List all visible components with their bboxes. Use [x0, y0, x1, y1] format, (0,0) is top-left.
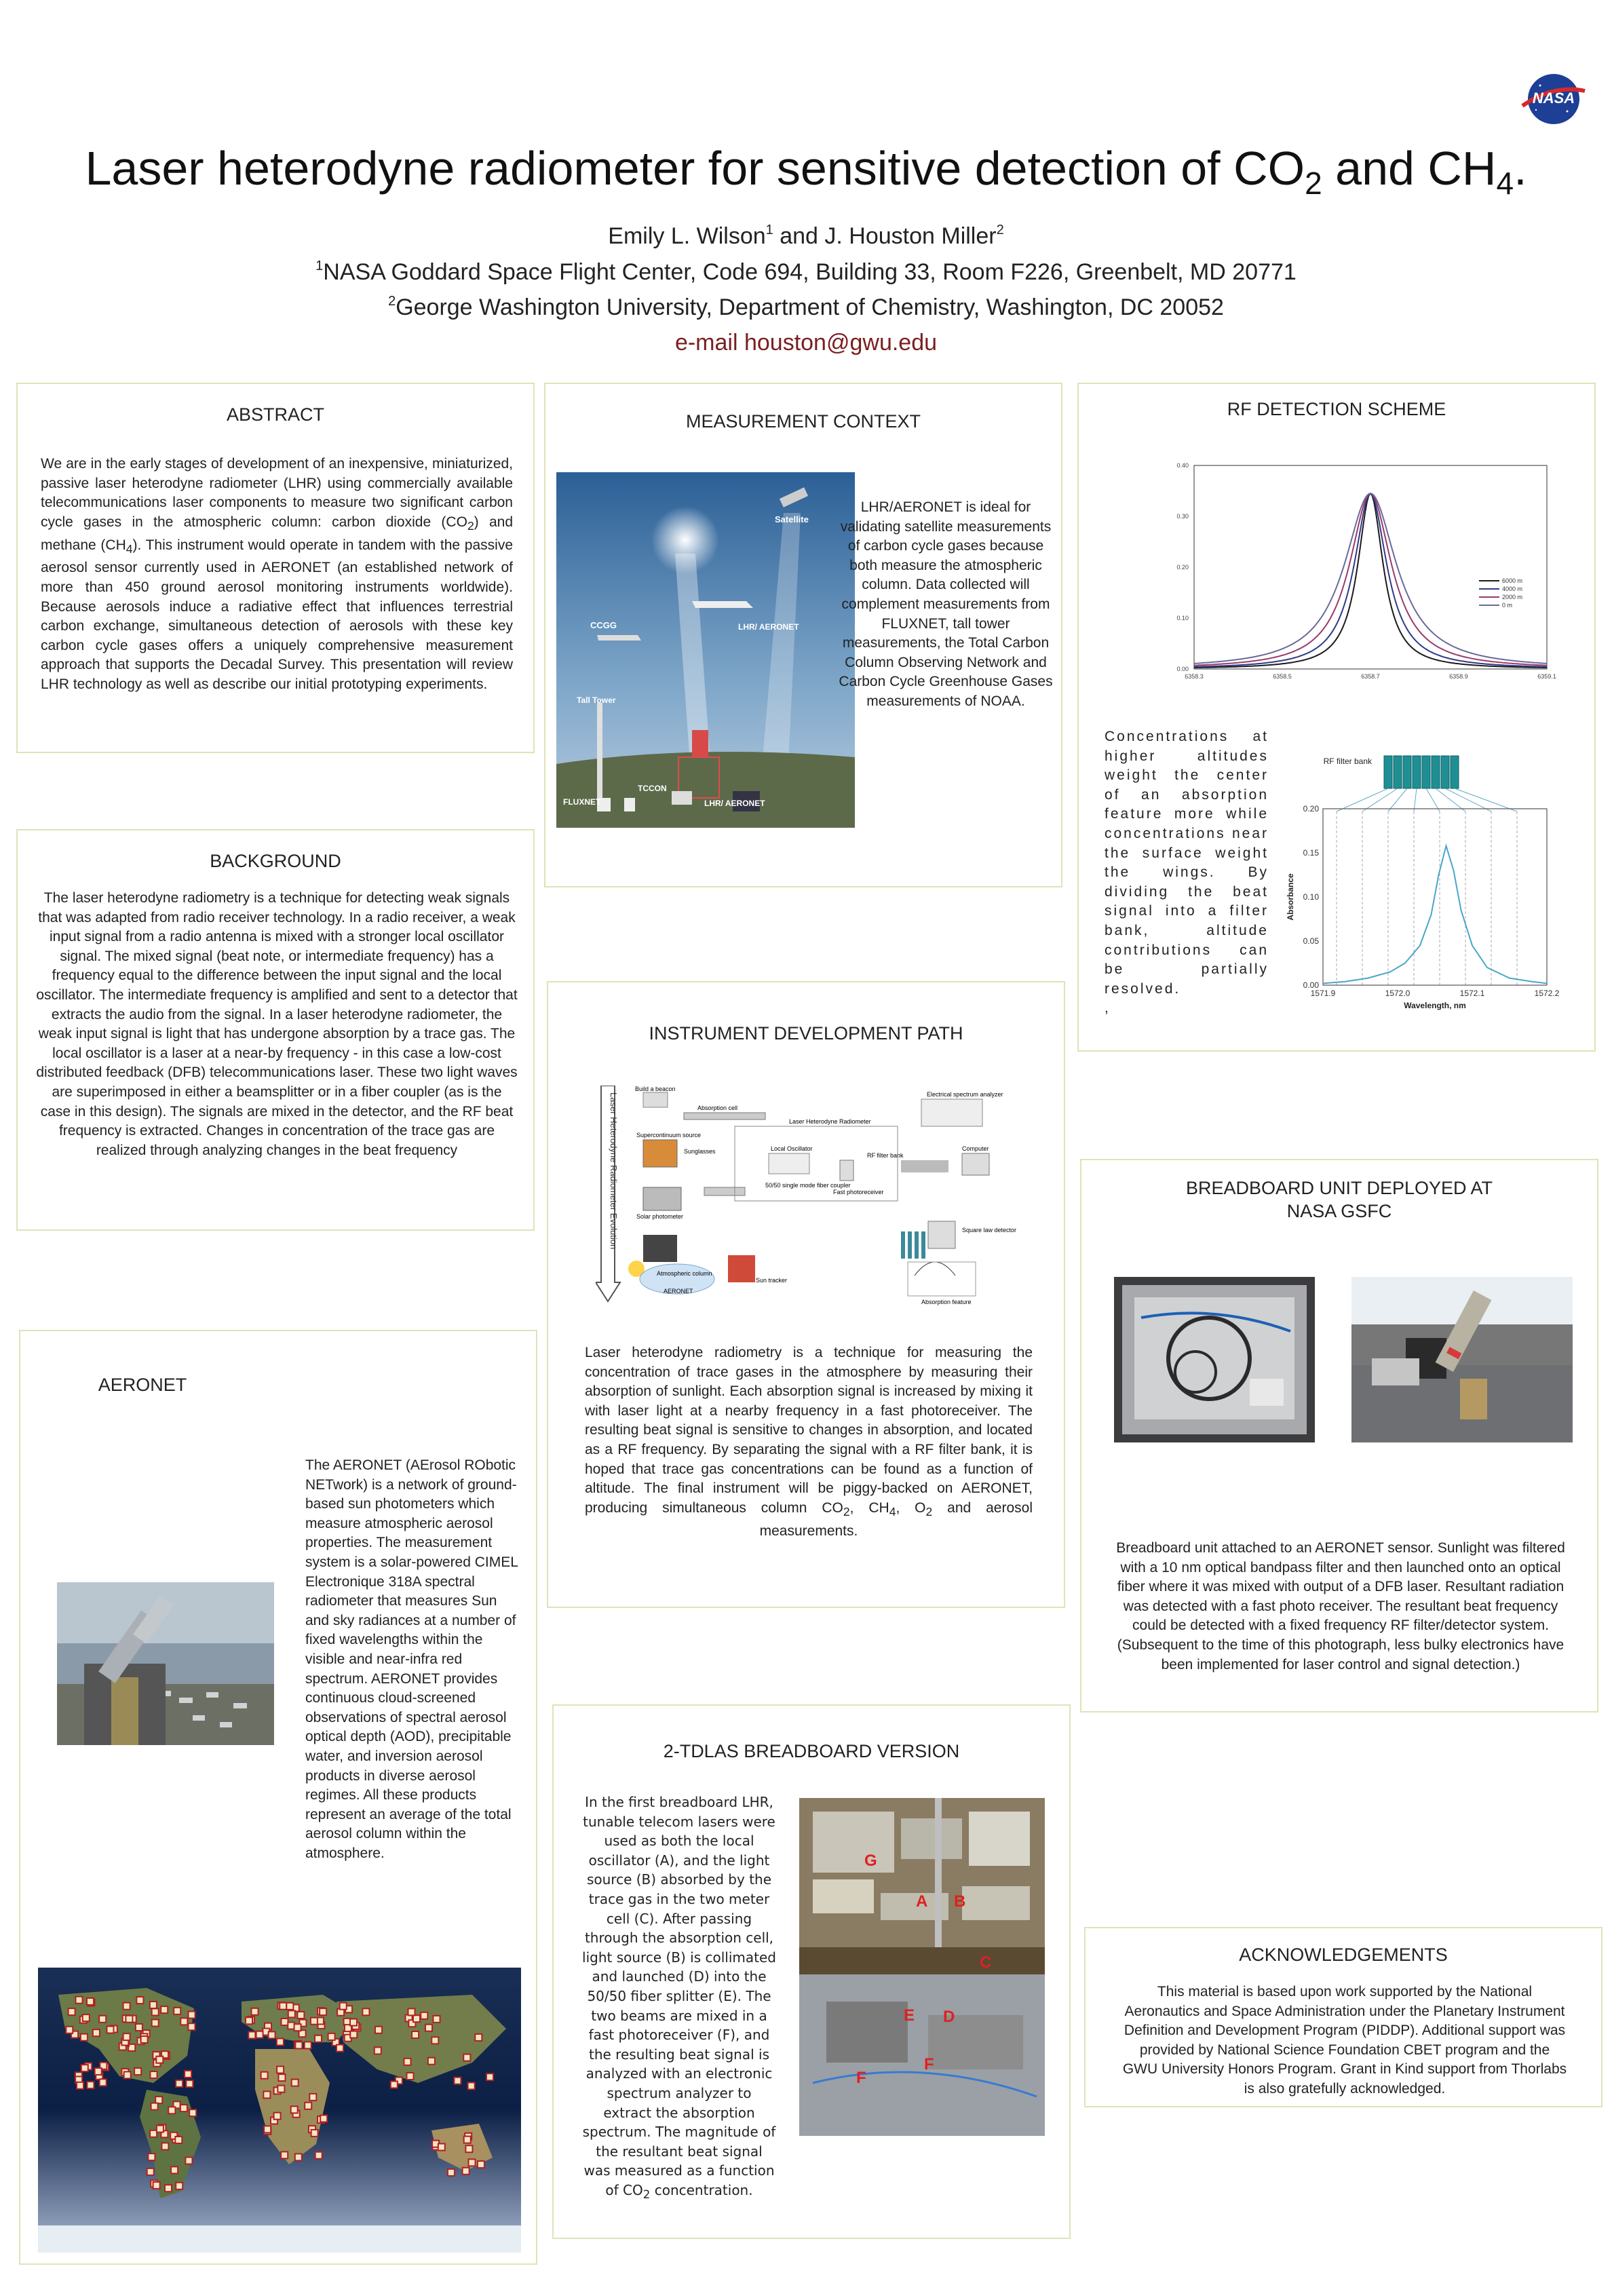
- chart1-frame: [1194, 465, 1547, 669]
- breadboard-case-photo: [1114, 1277, 1315, 1442]
- aeronet-world-map: [38, 1968, 521, 2253]
- diag-label-absorption-feature: Absorption feature: [921, 1299, 972, 1305]
- context-text: LHR/AERONET is ideal for validating satellite measurements of carbon cycle gases because both measure the atmospheric column. Data collected will complement measurements from FLUXNET, tall tower measurements, the Total Carbon Column Observing Network and Carbon Cycle Greenhouse Gases measurements of NOAA.: [839, 499, 1053, 709]
- photo-label-b: B: [954, 1892, 966, 1911]
- diag-label-atmospheric-column: Atmospheric column: [657, 1270, 712, 1277]
- filter-bank-element: [1413, 756, 1421, 788]
- aeronet-site-marker: [465, 2145, 472, 2152]
- aeronet-site-marker: [469, 2159, 476, 2166]
- chart2-y-tick: 0.00: [1303, 980, 1319, 990]
- aeronet-site-marker: [175, 2137, 182, 2143]
- aeronet-site-marker: [286, 2003, 293, 2010]
- aeronet-site-marker: [189, 2109, 196, 2116]
- aeronet-site-marker: [463, 2054, 470, 2061]
- chart2-x-tick: 1572.2: [1534, 989, 1560, 998]
- aeronet-site-marker: [408, 2008, 415, 2015]
- rf-panel: [1077, 383, 1596, 1052]
- aeronet-site-marker: [288, 2010, 295, 2017]
- filter-bank-element: [1441, 756, 1449, 788]
- aeronet-site-marker: [282, 2018, 288, 2025]
- aeronet-site-marker: [337, 2045, 343, 2052]
- chart1-y-tick: 0.30: [1176, 513, 1189, 520]
- aeronet-site-marker: [81, 2065, 88, 2071]
- evolution-arrow-label: Laser Heterodyne Radiometer Evolution: [609, 1092, 619, 1250]
- aeronet-site-marker: [297, 2012, 304, 2018]
- background-text: The laser heterodyne radiometry is a technique for detecting weak signals that was adapted from radio receiver technology. In a radio receiver, a weak input signal from a radio antenna is mixed with a stronger local oscillator signal. The mixed signal (beat note, or intermediate frequency) has a frequency equal to the difference between the input signal and the local oscillator. The intermediate frequency is amplified and sent to a detector that extracts the audio from the signal. In a laser heterodyne radiometer, the weak input signal is light that has undergone absorption by a trace gas. The local oscillator is a laser at a near-by frequency - in this case a low-cost distributed feedback (DFB) telecommunications laser. These two light waves are superimposed in either a beamsplitter or in a fiber coupler (as is the case in this design). The signals are mixed in the detector, and the RF beat frequency is extracted. Changes in concentration of the trace gas are realized through analyzing changes in the beat frequency: [36, 890, 518, 1158]
- aeronet-site-marker: [189, 2012, 195, 2018]
- rf-chart-absorbance: [1282, 754, 1567, 1039]
- aeronet-site-marker: [463, 2168, 469, 2175]
- aeronet-panel: [19, 1330, 537, 2265]
- abstract-panel: [16, 383, 535, 753]
- tdlas-breadboard-photo: [799, 1798, 1045, 2136]
- tdlas-panel: [552, 1704, 1071, 2239]
- aeronet-sun-photometer-photo: [57, 1582, 274, 1745]
- aeronet-site-marker: [454, 2078, 461, 2084]
- aeronet-site-marker: [464, 2137, 471, 2143]
- chart1-series-line: [1194, 493, 1547, 664]
- aeronet-site-marker: [87, 2082, 94, 2088]
- diag-label-aeronet: AERONET: [664, 1288, 693, 1295]
- aeronet-site-marker: [274, 2113, 281, 2120]
- chart1-series-line: [1194, 493, 1547, 665]
- diag-label-local-oscillator: Local Oscillator: [771, 1145, 813, 1152]
- aeronet-site-marker: [69, 2008, 75, 2015]
- aeronet-site-marker: [76, 1997, 83, 2004]
- chart1-y-tick: 0.40: [1176, 462, 1189, 469]
- aeronet-site-marker: [315, 2035, 322, 2042]
- diag-label-solar-photometer: Solar photometer: [636, 1213, 684, 1220]
- aeronet-site-marker: [277, 2039, 284, 2046]
- aeronet-site-marker: [320, 2116, 327, 2122]
- aeronet-site-marker: [171, 2166, 178, 2173]
- diag-label-absorption-cell: Absorption cell: [697, 1105, 738, 1111]
- photo-label-a: A: [916, 1892, 928, 1911]
- filter-bank-line: [1426, 788, 1440, 811]
- aeronet-site-marker: [375, 2047, 381, 2054]
- label-tccon: TCCON: [638, 784, 667, 793]
- chart1-x-tick: 6358.9: [1449, 673, 1468, 680]
- aeronet-site-marker: [486, 2073, 493, 2080]
- label-lhr-aeronet-sky: LHR/ AERONET: [738, 622, 799, 632]
- diag-label-computer: Computer: [962, 1145, 989, 1152]
- filter-bank-line: [1445, 788, 1491, 811]
- aeronet-site-marker: [428, 2058, 435, 2065]
- aeronet-site-marker: [126, 2016, 132, 2023]
- aeronet-site-marker: [350, 2019, 357, 2026]
- aeronet-site-marker: [123, 2003, 130, 2010]
- filter-bank-label: RF filter bank: [1323, 757, 1372, 766]
- aeronet-site-marker: [407, 2073, 414, 2080]
- aeronet-site-marker: [309, 2094, 316, 2101]
- aeronet-site-marker: [124, 2071, 131, 2078]
- aeronet-site-marker: [151, 2103, 158, 2110]
- aeronet-site-marker: [77, 2082, 83, 2089]
- aeronet-site-marker: [434, 2016, 440, 2023]
- chart1-x-tick: 6359.1: [1537, 673, 1556, 680]
- aeronet-site-marker: [315, 2152, 322, 2159]
- aeronet-site-marker: [152, 2009, 159, 2016]
- aeronet-site-marker: [404, 2059, 411, 2065]
- chart2-y-tick: 0.05: [1303, 936, 1319, 946]
- ack-text: This material is based upon work supported by the National Aeronautics and Space Administration under the Planetary Instrument Definition and Development Program (PIDDP). Additional support was provided by National Science Foundation CBET program and the GWU University Honors Program. Grant in Kind support from Thorlabs is also gratefully acknowledged.: [1122, 1984, 1567, 2097]
- aeronet-site-marker: [136, 2024, 142, 2031]
- aeronet-site-marker: [151, 2071, 157, 2078]
- diag-label-square-law: Square law detector: [962, 1227, 1017, 1233]
- aeronet-site-marker: [294, 2024, 301, 2031]
- label-ccgg: CCGG: [590, 620, 617, 630]
- aeronet-site-marker: [305, 2042, 311, 2048]
- chart2-x-tick: 1572.0: [1385, 989, 1410, 998]
- aeronet-site-marker: [291, 2106, 298, 2113]
- label-tall-tower: Tall Tower: [577, 695, 616, 705]
- aeronet-site-marker: [134, 2068, 141, 2075]
- aeronet-site-marker: [295, 2042, 302, 2048]
- label-fluxnet: FLUXNET: [563, 797, 601, 807]
- tdlas-title: 2-TDLAS BREADBOARD VERSION: [663, 1741, 960, 1761]
- aeronet-site-marker: [448, 2169, 455, 2176]
- aeronet-site-marker: [87, 1998, 94, 2005]
- diag-label-rf-filter-bank: RF filter bank: [867, 1152, 904, 1159]
- diag-label-photoreceiver: Fast photoreceiver: [833, 1189, 884, 1195]
- instrument-title: INSTRUMENT DEVELOPMENT PATH: [649, 1023, 963, 1044]
- chart1-y-tick: 0.10: [1176, 615, 1189, 621]
- aeronet-site-marker: [375, 2027, 382, 2033]
- aeronet-site-marker: [99, 2016, 106, 2023]
- aeronet-site-marker: [147, 2168, 154, 2175]
- aeronet-site-marker: [340, 2003, 347, 2010]
- chart1-x-tick: 6358.5: [1273, 673, 1292, 680]
- aeronet-site-marker: [83, 2014, 90, 2021]
- rf-title: RF DETECTION SCHEME: [1227, 399, 1446, 419]
- aeronet-title: AERONET: [98, 1375, 187, 1395]
- measurement-context-illustration: [556, 472, 855, 828]
- rf-text: Concentrations at higher altitudes weight the center of an absorption feature more while concentrations near the surface weight the wings. By dividing the beat signal into a filter bank, altitude contributions can be partially resolved. ,: [1105, 729, 1269, 1016]
- aeronet-site-marker: [176, 2080, 183, 2087]
- aeronet-site-marker: [93, 2029, 100, 2036]
- photo-label-f2: F: [856, 2069, 866, 2087]
- aeronet-site-marker: [185, 2071, 191, 2078]
- photo-label-e: E: [904, 2006, 915, 2025]
- aeronet-site-marker: [292, 2080, 299, 2086]
- diag-label-spectrum-analyzer: Electrical spectrum analyzer: [927, 1091, 1003, 1098]
- chart1-x-tick: 6358.3: [1185, 673, 1204, 680]
- aeronet-site-marker: [305, 2103, 311, 2109]
- tdlas-text: In the first breadboard LHR, tunable telecom lasers were used as both the local oscillator (A), and the light source (B) absorbed by the trace gas in the two meter cell (C). After passing through the absorption cell, light source (B) is collimated and launched (D) into the 50/50 fiber splitter (E). The two beams are mixed in a fast photoreceiver (F), and the resulting beat signal is analyzed with an electronic spectrum analyzer to extract the absorption spectrum. The magnitude of the resultant beat signal was measured as a function of $CO_2$ concentration.: [582, 1794, 776, 2201]
- aeronet-site-marker: [362, 2008, 369, 2015]
- diag-label-fiber-coupler: 50/50 single mode fiber coupler: [765, 1182, 851, 1189]
- instrument-panel: [547, 981, 1065, 1608]
- chart2-y-tick: 0.15: [1303, 848, 1319, 858]
- breadboard-panel: [1080, 1159, 1598, 1713]
- aeronet-site-marker: [263, 2091, 270, 2098]
- chart2-x-tick: 1572.1: [1459, 989, 1485, 998]
- aeronet-site-marker: [279, 2074, 286, 2081]
- filter-bank-line: [1436, 788, 1465, 811]
- abstract-title: ABSTRACT: [226, 404, 325, 425]
- aeronet-site-marker: [468, 2082, 475, 2089]
- photo-label-c: C: [980, 1953, 992, 1972]
- filter-bank-line: [1455, 788, 1517, 811]
- aeronet-site-marker: [475, 2034, 482, 2041]
- label-satellite: Satellite: [775, 514, 809, 524]
- photo-label-d: D: [943, 2008, 955, 2026]
- aeronet-site-marker: [136, 1997, 143, 2004]
- chart2-y-tick: 0.20: [1303, 804, 1319, 814]
- chart1-legend-label: 0 m: [1502, 602, 1513, 609]
- aeronet-site-marker: [152, 2020, 159, 2027]
- aeronet-site-marker: [438, 2144, 445, 2151]
- filter-bank-element: [1403, 756, 1411, 788]
- aeronet-site-marker: [150, 2002, 157, 2008]
- ack-title: ACKNOWLEDGEMENTS: [1239, 1945, 1448, 1965]
- context-panel: [544, 383, 1062, 887]
- label-lhr-aeronet-ground: LHR/ AERONET: [704, 799, 765, 808]
- chart2-absorbance-line: [1323, 846, 1547, 984]
- aeronet-site-marker: [328, 2033, 335, 2040]
- aeronet-site-marker: [277, 2067, 284, 2073]
- aeronet-site-marker: [350, 2031, 357, 2038]
- chart2-y-label: Absorbance: [1286, 873, 1295, 921]
- filter-bank-element: [1432, 756, 1440, 788]
- aeronet-site-marker: [281, 2151, 288, 2158]
- affiliation-1: $^1$NASA Goddard Space Flight Center, Code 694, Building 33, Room F226, Greenbelt, MD 20771: [315, 259, 1297, 285]
- aeronet-site-marker: [431, 2037, 438, 2044]
- background-panel: [16, 829, 535, 1231]
- ack-panel: [1084, 1927, 1603, 2107]
- aeronet-site-marker: [95, 2068, 102, 2075]
- breadboard-title: BREADBOARD UNIT DEPLOYED AT NASA GSFC: [1185, 1178, 1493, 1221]
- chart1-y-tick: 0.00: [1176, 666, 1189, 672]
- aeronet-site-marker: [180, 2018, 187, 2025]
- aeronet-site-marker: [311, 2130, 318, 2137]
- contact-email[interactable]: e-mail houston@gwu.edu: [674, 330, 938, 356]
- abstract-text: We are in the early stages of development of an inexpensive, miniaturized, passive laser heterodyne radiometer (LHR) using commercially available telecommunications laser components to measure two significant carbon cycle gases in the atmospheric column: carbon dioxide $(CO_2)$ and methane $(CH_4)$. This instrument would operate in tandem with the passive aerosol sensor currently used in AERONET (an established network of more than 450 ground aerosol monitoring instruments worldwide). Because aerosols induce a radiative effect that influences terrestrial carbon exchange, simultaneous detection of aerosols with these key carbon cycle gases offers a uniquely comprehensive measurement approach that supports the Decadal Survey. This presentation will review LHR technology as well as describe our initial prototyping experiments.: [41, 456, 513, 692]
- authors: Emily L. Wilson$^1$ and J. Houston Miller$^2$: [608, 223, 1004, 249]
- aeronet-site-marker: [161, 2006, 168, 2013]
- aeronet-site-marker: [176, 2183, 183, 2189]
- aeronet-site-marker: [256, 2031, 263, 2038]
- aeronet-site-marker: [66, 2027, 73, 2033]
- aeronet-site-marker: [280, 2003, 286, 2010]
- aeronet-site-marker: [277, 2086, 284, 2092]
- aeronet-site-marker: [412, 2031, 419, 2038]
- aeronet-site-marker: [264, 2126, 271, 2132]
- breadboard-deployed-photo: [1351, 1277, 1573, 1442]
- breadboard-text: Breadboard unit attached to an AERONET sensor. Sunlight was filtered with a 10 nm optical bandpass filter and then launched onto an optical fiber where it was mixed with output of a DFB laser. Resultant radiation was detected with a fast photo receiver. The resultant beat frequency could be detected with a fixed frequency RF filter/detector system. (Subsequent to the time of this photograph, less bulky electronics have been implemented for laser control and signal detection.): [1116, 1540, 1565, 1672]
- aeronet-site-marker: [252, 2008, 258, 2015]
- chart1-legend-label: 6000 m: [1502, 577, 1523, 584]
- diag-label-sun-tracker: Sun tracker: [756, 1277, 788, 1284]
- aeronet-site-marker: [413, 2015, 420, 2022]
- aeronet-site-marker: [107, 2027, 114, 2033]
- aeronet-site-marker: [180, 2105, 187, 2111]
- aeronet-site-marker: [186, 2080, 193, 2087]
- context-title: MEASUREMENT CONTEXT: [685, 411, 921, 432]
- aeronet-site-marker: [269, 2031, 275, 2038]
- filter-bank-element: [1422, 756, 1430, 788]
- aeronet-site-marker: [295, 2154, 302, 2160]
- aeronet-site-marker: [165, 2185, 172, 2192]
- diag-label-sunglasses: Sunglasses: [684, 1148, 716, 1155]
- chart2-y-tick: 0.10: [1303, 892, 1319, 902]
- aeronet-site-marker: [391, 2082, 398, 2088]
- photo-label-f1: F: [924, 2055, 934, 2073]
- aeronet-site-marker: [185, 2158, 192, 2164]
- chart1-legend-label: 4000 m: [1502, 586, 1523, 592]
- affiliation-2: $^2$George Washington University, Department of Chemistry, Washington, DC 20052: [388, 294, 1224, 320]
- aeronet-site-marker: [189, 2023, 195, 2030]
- aeronet-site-marker: [150, 2130, 157, 2137]
- aeronet-site-marker: [156, 2056, 163, 2063]
- diag-label-supercontinuum: Supercontinuum source: [636, 1132, 702, 1139]
- instrument-text: Laser heterodyne radiometry is a technique for measuring the concentration of trace gases in the atmosphere by measuring their absorption of sunlight. Each absorption signal is increased by mixing it with laser light at a nearby frequency in a fast photoreceiver. The resulting beat signal is sensitive to changes in absorption, and located as a RF frequency. By separating the signal with a RF filter bank, it is hoped that trace gas concentrations can be found as a function of altitude. The final instrument will be piggy-backed on AERONET, producing simultaneous column $CO_2$, $CH_4$, $O_2$ and aerosol measurements.: [585, 1345, 1033, 1539]
- aeronet-text: The AERONET (AErosol RObotic NETwork) is a network of ground-based sun photometers which measure atmospheric aerosol properties. The measurement system is a solar-powered CIMEL Electronique 318A spectral radiometer that measures Sun and sky radiances at a number of fixed wavelengths within the visible and near-infra red spectrum. AERONET provides continuous cloud-screened observations of spectral aerosol optical depth (AOD), precipitable water, and inversion aerosol products in diverse aerosol regimes. All these products represent an average of the total aerosol column within the atmosphere.: [305, 1457, 518, 1861]
- aeronet-site-marker: [141, 2036, 148, 2043]
- chart1-legend-label: 2000 m: [1502, 594, 1523, 600]
- aeronet-site-marker: [168, 2107, 175, 2113]
- poster-title: Laser heterodyne radiometer for sensitive detection of $CO_2$ and $CH_4$.: [85, 142, 1527, 201]
- chart2-x-label: Wavelength, nm: [1404, 1001, 1466, 1010]
- photo-label-g: G: [864, 1852, 877, 1870]
- diag-label-lhr: Laser Heterodyne Radiometer: [789, 1118, 871, 1125]
- chart1-x-tick: 6358.7: [1361, 673, 1380, 680]
- aeronet-site-marker: [320, 2008, 326, 2015]
- aeronet-site-marker: [248, 2032, 255, 2039]
- aeronet-site-marker: [174, 2008, 180, 2014]
- aeronet-site-marker: [311, 2018, 318, 2025]
- filter-bank-line: [1414, 788, 1417, 811]
- aeronet-site-marker: [148, 2154, 155, 2160]
- aeronet-site-marker: [123, 2033, 130, 2040]
- aeronet-site-marker: [421, 2012, 427, 2019]
- chart2-x-tick: 1571.9: [1310, 989, 1336, 998]
- filter-bank-element: [1451, 756, 1459, 788]
- aeronet-site-marker: [478, 2161, 484, 2168]
- chart1-y-tick: 0.20: [1176, 564, 1189, 571]
- aeronet-site-marker: [100, 2079, 107, 2086]
- instrument-diagram: [596, 1086, 1023, 1316]
- aeronet-site-marker: [425, 2025, 432, 2031]
- nasa-logo-text: NASA: [1532, 90, 1575, 107]
- filter-bank-element: [1394, 756, 1402, 788]
- background-title: BACKGROUND: [210, 851, 341, 871]
- aeronet-site-marker: [153, 2182, 160, 2189]
- aeronet-site-marker: [161, 2143, 168, 2149]
- filter-bank-line: [1388, 788, 1407, 811]
- nasa-logo: [1520, 71, 1588, 128]
- rf-chart-lorentz: [1160, 452, 1567, 696]
- aeronet-site-marker: [81, 2034, 88, 2041]
- filter-bank-element: [1384, 756, 1392, 788]
- aeronet-site-marker: [246, 2017, 252, 2024]
- diag-label-beacon: Build a beacon: [635, 1086, 676, 1092]
- aeronet-site-marker: [157, 2126, 164, 2132]
- aeronet-site-marker: [261, 2072, 268, 2079]
